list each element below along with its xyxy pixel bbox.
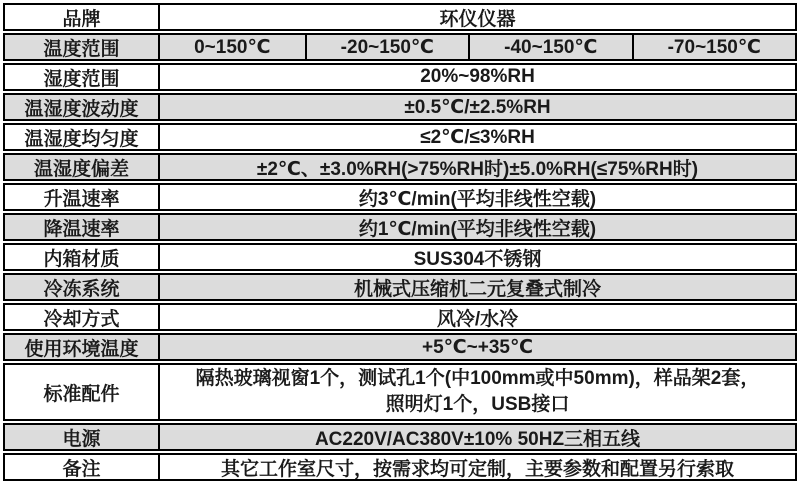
row-value: 约3℃/min(平均非线性空载) [158, 183, 797, 211]
row-label: 标准配件 [3, 363, 160, 421]
table-row-remarks [3, 453, 797, 481]
row-label: 降温速率 [3, 213, 160, 241]
row-value: ≤2℃/≤3%RH [158, 123, 797, 151]
table-row-refrigeration-system [3, 273, 797, 301]
row-value: 机械式压缩机二元复叠式制冷 [158, 273, 797, 301]
table-row-humidity-range [3, 63, 797, 91]
row-label: 温度范围 [3, 33, 160, 61]
row-value: -20~150℃ [305, 33, 470, 61]
row-value: ±0.5℃/±2.5%RH [158, 93, 797, 121]
row-label: 备注 [3, 453, 160, 481]
table-row-fluctuation [3, 93, 797, 121]
row-label: 温湿度偏差 [3, 153, 160, 181]
table-row-cooling-method [3, 303, 797, 331]
table-row-deviation [3, 153, 797, 181]
row-value: 环仪仪器 [158, 3, 797, 31]
row-value: 其它工作室尺寸，按需求均可定制，主要参数和配置另行索取 [158, 453, 797, 481]
table-row-cooling-rate [3, 213, 797, 241]
table-row-heating-rate [3, 183, 797, 211]
table-row-uniformity [3, 123, 797, 151]
spec-table [3, 3, 797, 481]
table-row-brand [3, 3, 797, 31]
row-value: +5℃~+35℃ [158, 333, 797, 361]
row-value-line1: 隔热玻璃视窗1个，测试孔1个(中100mm或中50mm)，样品架2套， [195, 368, 760, 389]
row-label: 内箱材质 [3, 243, 160, 271]
row-value: AC220V/AC380V±10% 50HZ三相五线 [158, 423, 797, 451]
row-value: 风冷/水冷 [158, 303, 797, 331]
table-row-ambient-temperature [3, 333, 797, 361]
row-value-line2: 照明灯1个，USB接口 [385, 394, 570, 415]
row-value: -40~150℃ [468, 33, 633, 61]
row-value: 约1℃/min(平均非线性空载) [158, 213, 797, 241]
row-label: 温湿度均匀度 [3, 123, 160, 151]
row-value: -70~150℃ [632, 33, 797, 61]
row-value: 20%~98%RH [158, 63, 797, 91]
row-label: 冷冻系统 [3, 273, 160, 301]
row-label: 品牌 [3, 3, 160, 31]
row-label: 湿度范围 [3, 63, 160, 91]
row-label: 使用环境温度 [3, 333, 160, 361]
table-row-inner-material [3, 243, 797, 271]
row-value: 0~150℃ [158, 33, 307, 61]
table-row-standard-accessories [3, 363, 797, 421]
row-label: 温湿度波动度 [3, 93, 160, 121]
row-label: 冷却方式 [3, 303, 160, 331]
row-label: 电源 [3, 423, 160, 451]
row-value [158, 363, 797, 421]
table-row-temperature-range [3, 33, 797, 61]
row-value: SUS304不锈钢 [158, 243, 797, 271]
row-label: 升温速率 [3, 183, 160, 211]
row-value: ±2℃、±3.0%RH(>75%RH时)±5.0%RH(≤75%RH时) [158, 153, 797, 181]
table-row-power-supply [3, 423, 797, 451]
